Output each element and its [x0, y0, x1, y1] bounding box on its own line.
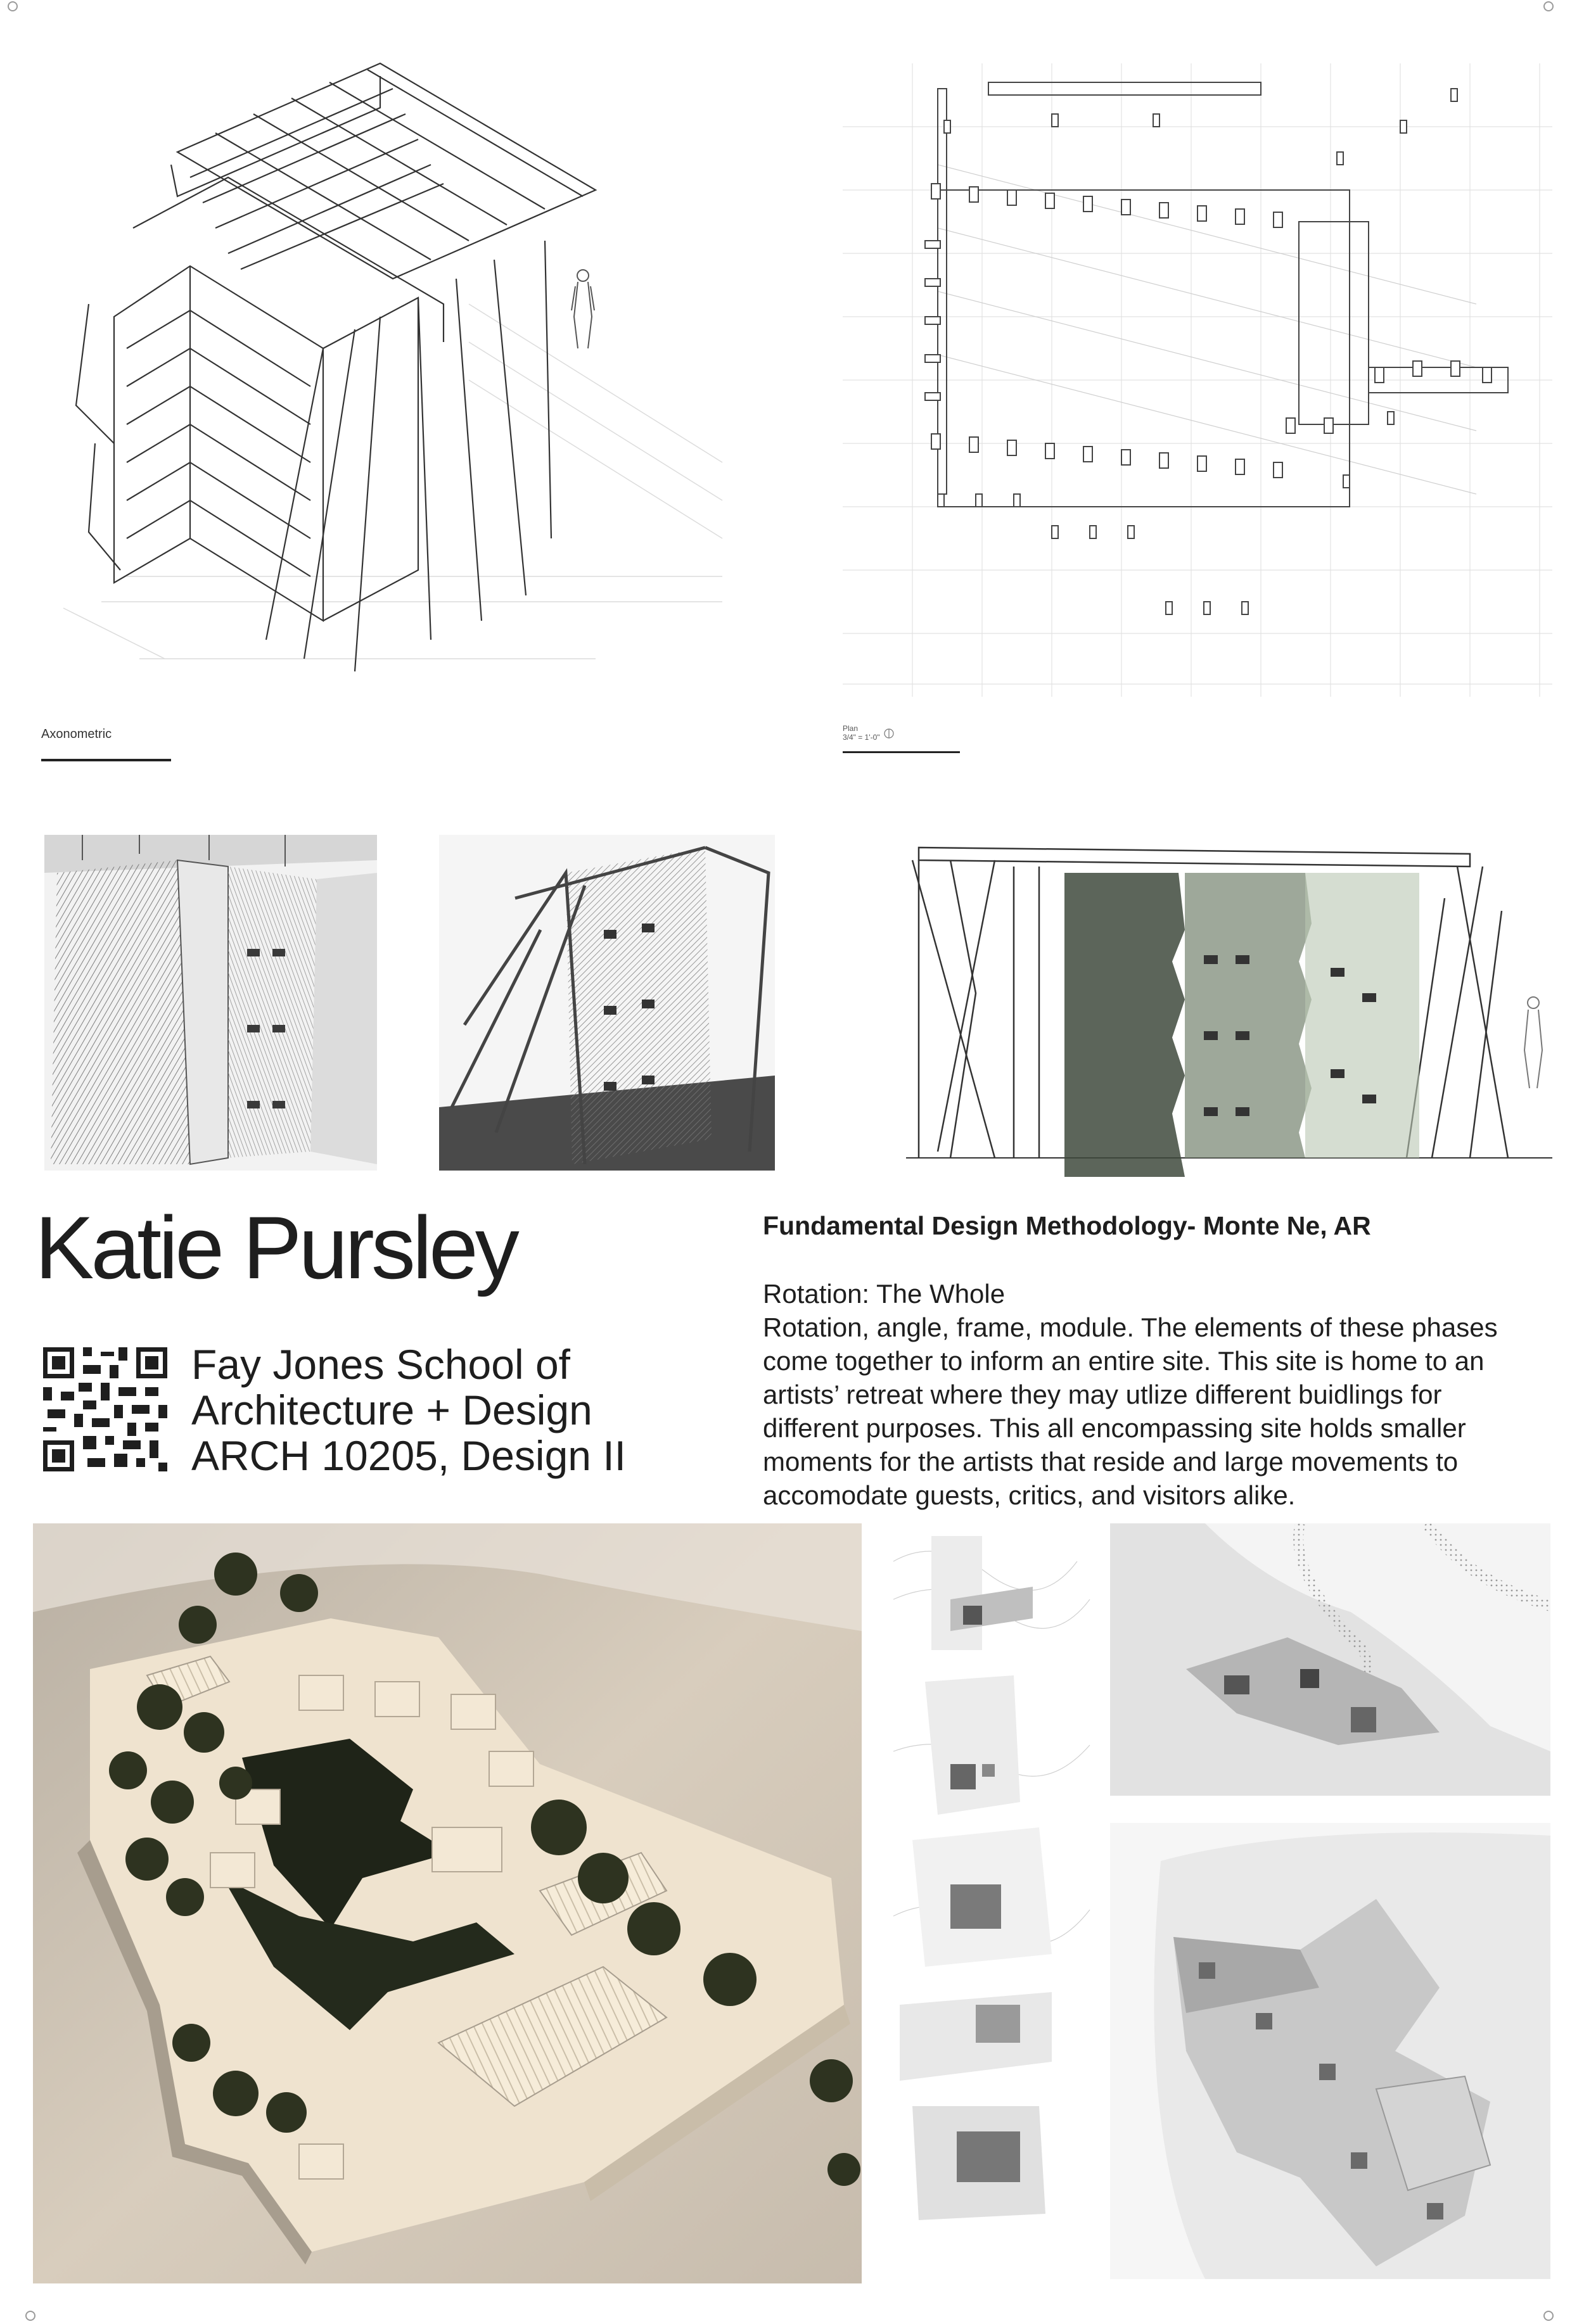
author-name: Katie Pursley [35, 1198, 516, 1297]
site-render-image [33, 1523, 862, 2283]
section-elevation-drawing [900, 835, 1559, 1180]
description-line: moments for the artists that reside and large movements to [763, 1447, 1459, 1476]
school-line-2: Architecture + Design [191, 1387, 592, 1433]
interior-perspective-sketch [44, 835, 377, 1171]
plan-title: Plan [843, 724, 859, 733]
school-line-3: ARCH 10205, Design II [191, 1432, 627, 1479]
site-plan-upper [1110, 1523, 1550, 1796]
site-diagram-series [887, 1523, 1096, 2283]
axonometric-scale-bar [41, 759, 171, 761]
corner-mark-top-left [8, 1, 18, 11]
axonometric-caption: Axonometric [41, 727, 112, 741]
description-line: Rotation, angle, frame, module. The elements of these phases [763, 1312, 1498, 1342]
project-title: Fundamental Design Methodology- Monte Ne, AR [763, 1211, 1371, 1240]
description-line: come together to inform an entire site. This site is home to an [763, 1346, 1485, 1376]
description-line: accomodate guests, critics, and visitors alike. [763, 1480, 1296, 1510]
school-info [191, 1342, 626, 1478]
qr-code-icon[interactable] [43, 1347, 167, 1471]
corner-mark-bottom-right [1543, 2311, 1554, 2321]
description-line: different purposes. This all encompassing site holds smaller [763, 1413, 1466, 1443]
plan-scale-label: 3/4" = 1'-0" [843, 733, 880, 742]
plan-drawing [843, 63, 1552, 697]
plan-scale-bar [843, 751, 960, 753]
corner-mark-top-right [1543, 1, 1554, 11]
exterior-perspective-sketch [439, 835, 775, 1171]
corner-mark-bottom-left [25, 2311, 35, 2321]
plan-caption [843, 724, 880, 742]
description-heading: Rotation: The Whole [763, 1279, 1006, 1309]
axonometric-drawing [25, 51, 786, 697]
site-plan-lower [1110, 1823, 1550, 2279]
description-line: artists’ retreat where they may utlize different buidlings for [763, 1380, 1442, 1409]
north-arrow-icon [883, 727, 895, 740]
project-description [763, 1277, 1555, 1512]
school-line-1: Fay Jones School of [191, 1341, 570, 1388]
